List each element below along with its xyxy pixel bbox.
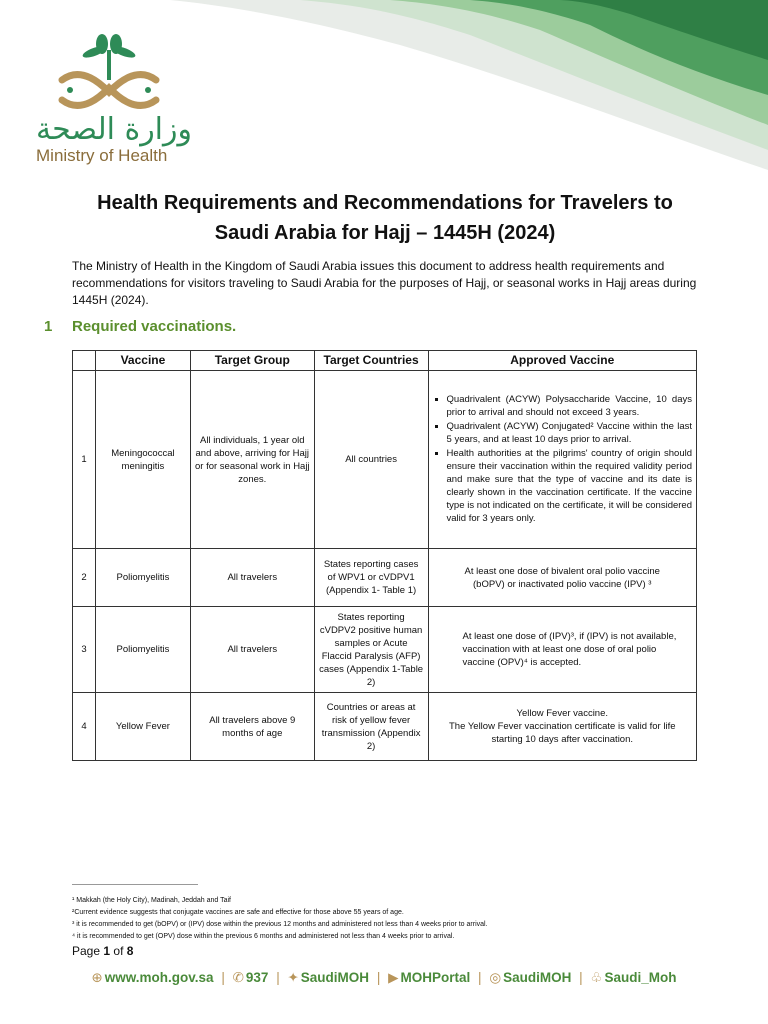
instagram-handle[interactable]: SaudiMOH — [503, 970, 572, 985]
row-number: 3 — [73, 607, 96, 693]
youtube-handle[interactable]: MOHPortal — [400, 970, 471, 985]
row-number: 1 — [73, 371, 96, 549]
list-item: ▪ Quadrivalent (ACYW) Polysaccharide Vaccine, 10 days prior to arrival and should not exceed 3 years. — [447, 393, 692, 419]
vaccination-table — [72, 350, 697, 761]
twitter-handle[interactable]: SaudiMOH — [300, 970, 370, 985]
snapchat-handle[interactable]: Saudi_Moh — [604, 970, 677, 985]
approved-vaccine — [428, 693, 696, 761]
vaccine-name: Yellow Fever — [95, 693, 190, 761]
separator: | — [276, 970, 280, 985]
footnote-divider — [72, 884, 198, 885]
separator: | — [221, 970, 225, 985]
separator: | — [376, 970, 381, 985]
approved-vaccine-list — [433, 393, 692, 525]
target-group: All travelers — [190, 607, 314, 693]
target-countries: Countries or areas at risk of yellow fever transmission (Appendix 2) — [314, 693, 428, 761]
snapchat-icon: ♧ — [590, 970, 603, 985]
page-of: of — [113, 944, 124, 958]
document-title — [40, 188, 730, 248]
page-total: 8 — [126, 944, 134, 958]
phone-icon: ✆ — [232, 970, 244, 985]
approved-vaccine-line-2: The Yellow Fever vaccination certificate is valid for life starting 10 days after vaccination. — [448, 721, 676, 745]
approved-vaccine-line-1: Yellow Fever vaccine. — [516, 708, 609, 719]
column-header-target-countries: Target Countries — [314, 351, 428, 371]
approved-vaccine: At least one dose of bivalent oral polio vaccine (bOPV) or inactivated polio vaccine (IPV) ³ — [428, 549, 696, 607]
list-item: ▪ Health authorities at the pilgrims' country of origin should ensure their vaccination within the required validity period and make sure that the type of vaccine and its date is clearly shown in the vaccination certificate. If the vaccine type is not indicated on the certificate, it will be considered valid for 3 years only. — [447, 447, 692, 525]
separator: | — [579, 970, 583, 985]
target-group: All travelers — [190, 549, 314, 607]
list-item: ▪ Quadrivalent (ACYW) Conjugated² Vaccine within the last 5 years, and at least 10 days prior to arrival. — [447, 420, 692, 446]
globe-icon: ⊕ — [91, 970, 103, 985]
table-row — [73, 693, 697, 761]
separator: | — [478, 970, 482, 985]
vaccine-name: Poliomyelitis — [95, 607, 190, 693]
vaccine-name: Poliomyelitis — [95, 549, 190, 607]
row-number: 2 — [73, 549, 96, 607]
footnotes — [72, 895, 712, 943]
page-label: Page — [72, 944, 101, 958]
footnote-4: ⁴ it is recommended to get (OPV) dose within the previous 6 months and administered not less than 4 weeks prior to arrival. — [72, 933, 455, 940]
target-group: All travelers above 9 months of age — [190, 693, 314, 761]
instagram-icon: ◎ — [489, 970, 502, 985]
table-row — [73, 549, 697, 607]
page-number — [72, 944, 133, 958]
phone-number[interactable]: 937 — [245, 970, 269, 985]
footnote-1: ¹ Makkah (the Holy City), Madinah, Jeddah and Taif — [72, 897, 232, 904]
footnote-2: ²Current evidence suggests that conjugate vaccines are safe and effective for those above 55 years of age. — [72, 909, 404, 916]
logo-english-name: Ministry of Health — [36, 146, 168, 165]
target-group: All individuals, 1 year old and above, arriving for Hajj or for seasonal work in Hajj zones. — [190, 371, 314, 549]
page-current: 1 — [103, 944, 111, 958]
column-header-approved-vaccine: Approved Vaccine — [428, 351, 696, 371]
table-row — [73, 371, 697, 549]
target-countries: All countries — [314, 371, 428, 549]
youtube-icon: ▶ — [388, 970, 399, 985]
section-number: 1 — [44, 318, 53, 335]
column-header-target-group: Target Group — [190, 351, 314, 371]
row-number: 4 — [73, 693, 96, 761]
footer-contact-bar — [0, 970, 768, 986]
twitter-icon: ✦ — [287, 970, 299, 985]
website-link[interactable]: www.moh.gov.sa — [104, 970, 214, 985]
table-row — [73, 607, 697, 693]
table-header-row — [73, 351, 697, 371]
footnote-3: ³ it is recommended to get (bOPV) or (IPV) dose within the previous 12 months and administered not less than 4 weeks prior to arrival. — [72, 921, 488, 928]
section-heading — [44, 318, 236, 335]
column-header-number — [73, 351, 96, 371]
logo-arabic-name: وزارة الصحة — [36, 112, 192, 147]
approved-vaccine — [428, 371, 696, 549]
title-line-1: Health Requirements and Recommendations for Travelers to — [97, 192, 673, 214]
column-header-vaccine: Vaccine — [95, 351, 190, 371]
target-countries: States reporting cVDPV2 positive human samples or Acute Flaccid Paralysis (AFP) cases (Appendix 1-Table 2) — [314, 607, 428, 693]
target-countries: States reporting cases of WPV1 or cVDPV1 (Appendix 1- Table 1) — [314, 549, 428, 607]
approved-vaccine: At least one dose of (IPV)³, if (IPV) is not available, vaccination with at least one dose of oral polio vaccine (OPV)⁴ is accepted. — [428, 607, 696, 693]
intro-paragraph: The Ministry of Health in the Kingdom of Saudi Arabia issues this document to address health requirements and recommendations for visitors traveling to Saudi Arabia for the purposes of Hajj, or seasonal works in Hajj areas during 1445H (2024). — [72, 259, 697, 307]
section-title: Required vaccinations. — [72, 318, 237, 335]
vaccine-name: Meningococcal meningitis — [95, 371, 190, 549]
title-line-2: Saudi Arabia for Hajj – 1445H (2024) — [214, 222, 556, 244]
